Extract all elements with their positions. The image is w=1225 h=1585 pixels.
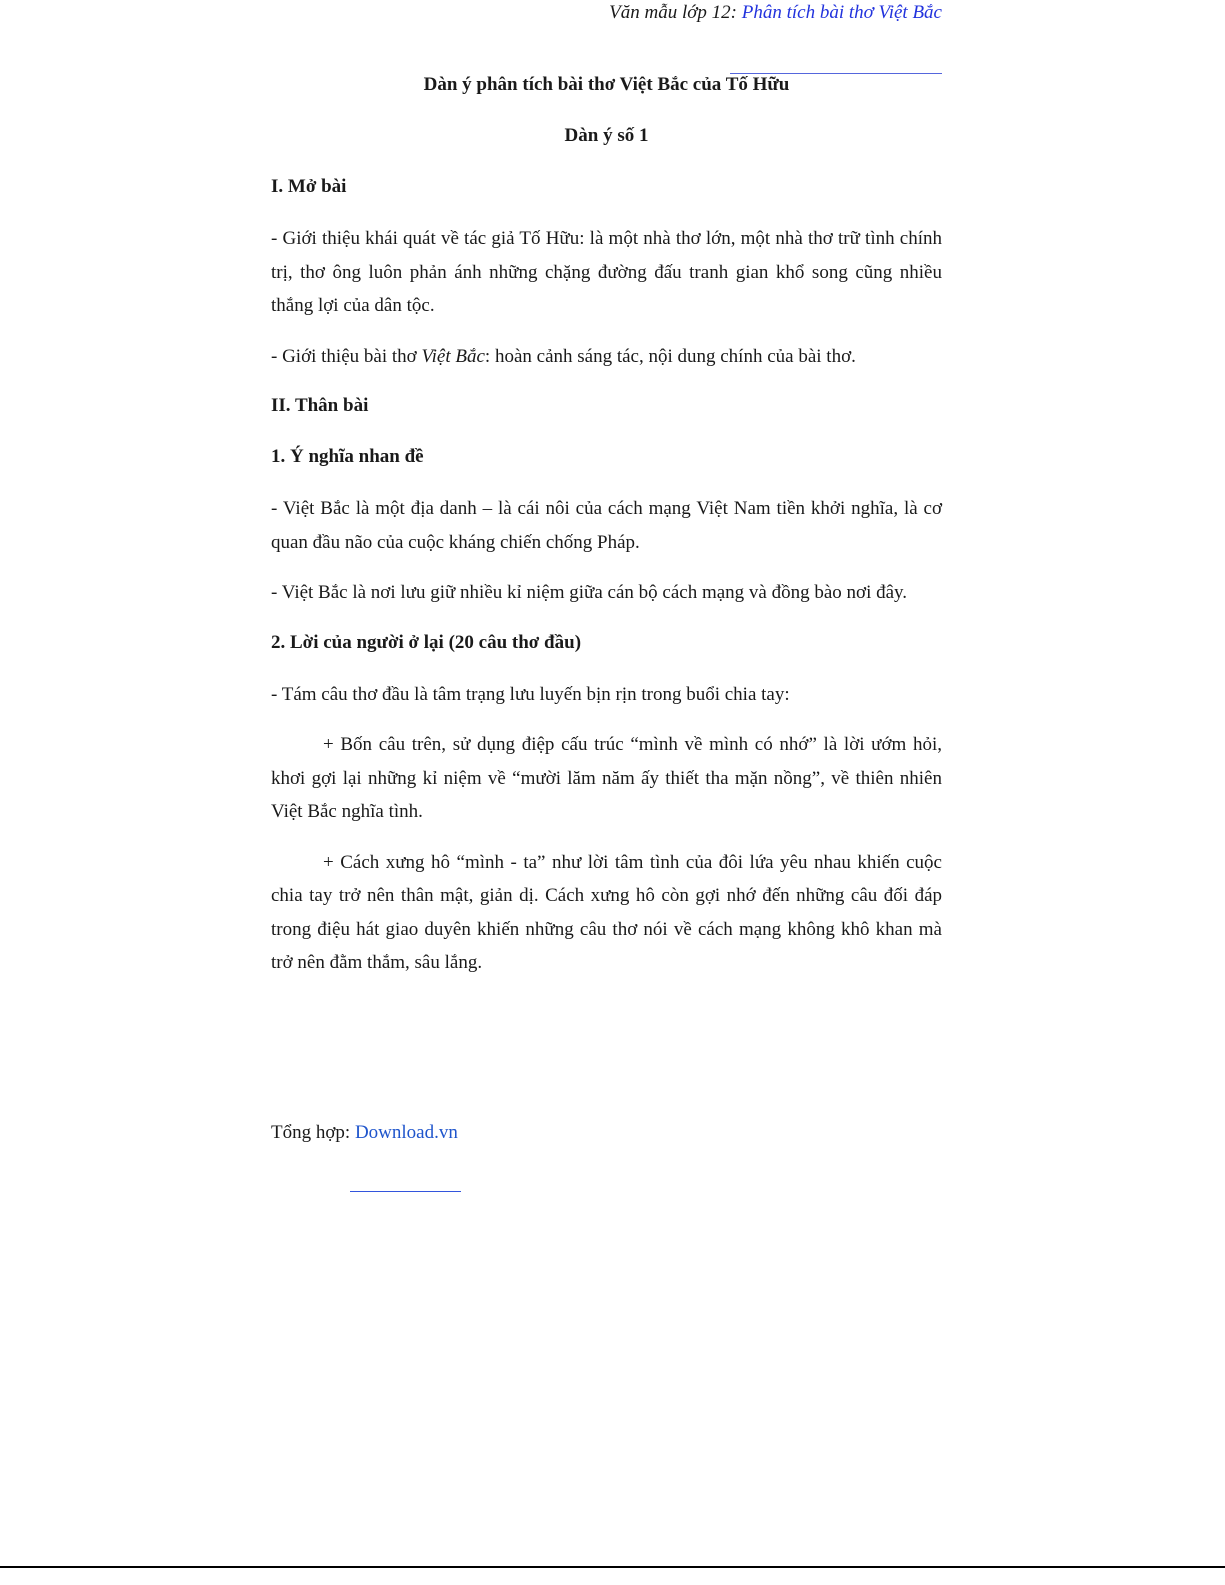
paragraph-author-intro: - Giới thiệu khái quát về tác giả Tố Hữu: là một nhà thơ lớn, một nhà thơ trữ tình chính trị, thơ ông luôn phản ánh những chặng đường đấu tranh gian khổ song cũng nhiều thắng lợi của dân tộc. (271, 228, 942, 316)
document-title: Dàn ý phân tích bài thơ Việt Bắc của Tố Hữu (423, 74, 790, 95)
section-heading-than-bai: II. Thân bài (271, 395, 369, 416)
page-header (609, 2, 942, 24)
paragraph-poem-intro (271, 340, 942, 374)
poem-intro-text: - Giới thiệu bài thơ (271, 345, 422, 367)
header-prefix: Văn mẫu lớp 12: (609, 2, 742, 23)
poem-intro-rest: : hoàn cảnh sáng tác, nội dung chính của bài thơ. (484, 345, 856, 367)
poem-title-italic: Việt Bắc (421, 345, 485, 367)
section-heading-mo-bai: I. Mở bài (271, 176, 347, 197)
subheading-staying-voice: 2. Lời của người ở lại (20 câu thơ đầu) (271, 631, 582, 653)
footer-label: Tổng hợp: (271, 1122, 355, 1143)
footer-rule (350, 1191, 461, 1192)
page-bottom-rule (0, 1566, 1225, 1568)
document-body (271, 69, 942, 997)
paragraph-viet-bac-place: - Việt Bắc là một địa danh – là cái nôi của cách mạng Việt Nam tiền khởi nghĩa, là cơ quan đầu não của cuộc kháng chiến chống Pháp. (271, 498, 942, 553)
paragraph-address-forms: + Cách xưng hô “mình - ta” như lời tâm tình của đôi lứa yêu nhau khiến cuộc chia tay trở nên thân mật, giản dị. Cách xưng hô còn gợi nhớ đến những câu đối đáp trong điệu hát giao duyên khiến những câu thơ nói về cách mạng không khô khan mà trở nên đằm thắm, sâu lắng. (271, 851, 942, 973)
subheading-title-meaning: 1. Ý nghĩa nhan đề (271, 446, 424, 467)
paragraph-eight-lines: - Tám câu thơ đầu là tâm trạng lưu luyến bịn rịn trong buổi chia tay: (271, 683, 790, 705)
footer-link[interactable]: Download.vn (354, 1122, 458, 1143)
document-subtitle: Dàn ý số 1 (564, 125, 649, 146)
header-link[interactable]: Phân tích bài thơ Việt Bắc (741, 2, 942, 23)
paragraph-four-lines: + Bốn câu trên, sử dụng điệp cấu trúc “mình về mình có nhớ” là lời ướm hỏi, khơi gợi lại những kỉ niệm về “mười lăm năm ấy thiết tha mặn nồng”, về thiên nhiên Việt Bắc nghĩa tình. (271, 734, 942, 822)
page-footer (271, 1117, 458, 1149)
paragraph-viet-bac-memories: - Việt Bắc là nơi lưu giữ nhiều kỉ niệm giữa cán bộ cách mạng và đồng bào nơi đây. (271, 582, 908, 603)
